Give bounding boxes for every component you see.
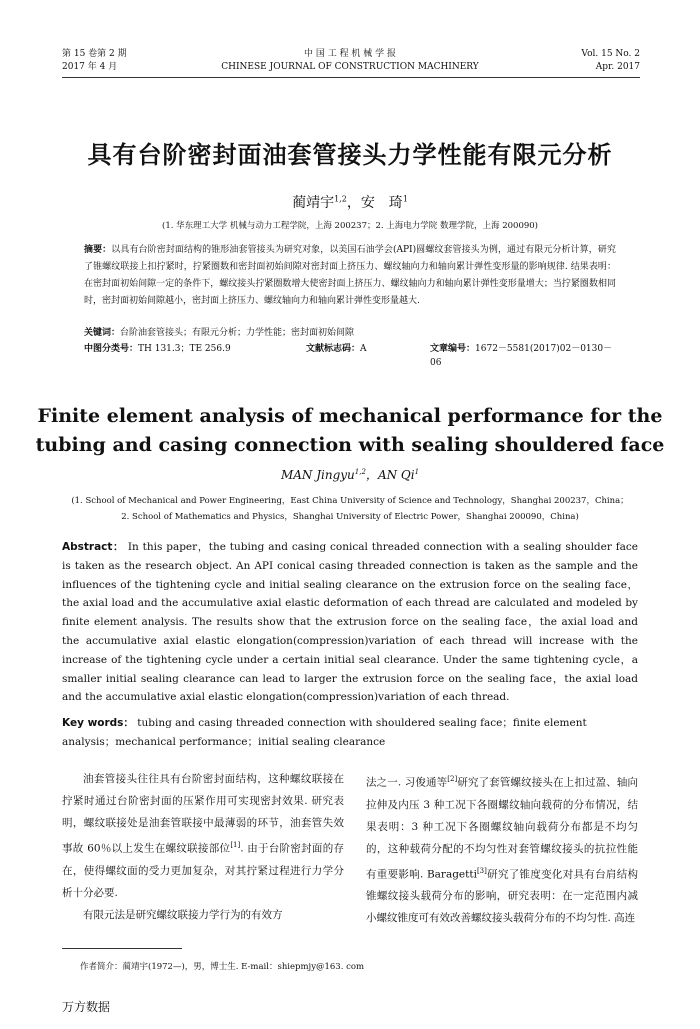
footnote-divider bbox=[62, 948, 182, 949]
journal-name-cn: 中 国 工 程 机 械 学 报 bbox=[303, 49, 397, 59]
article-no-value: 1672－5581(2017)02－0130－06 bbox=[430, 344, 613, 368]
en-author-separator: ， bbox=[365, 468, 378, 482]
en-affiliation-1: (1. School of Mechanical and Power Engineering，East China University of Science and Technology，Shanghai 200237，China； bbox=[71, 496, 629, 506]
volume-issue-en: Vol. 15 No. 2 bbox=[581, 49, 640, 59]
cn-affiliations: (1. 华东理工大学 机械与动力工程学院，上海 200237；2. 上海电力学院 数理学院，上海 200090) bbox=[162, 221, 538, 231]
en-keywords bbox=[62, 714, 638, 752]
en-abstract-label: Abstract： bbox=[62, 541, 124, 553]
doc-code-value: A bbox=[360, 344, 367, 354]
date-cn: 2017 年 4 月 bbox=[62, 62, 118, 72]
en-abstract-text: In this paper，the tubing and casing conical threaded connection with a sealing shoulder face is taken as the research object. An API conical casing threaded connection is taken as the sample and the influences of the tightening cycle and initial sealing clearance on the extrusion force on the sealing face，the axial load and the accumulative axial elastic deformation of each thread are calculated and modeled by finite element analysis. The results show that the extrusion force on the sealing face，the axial load and the accumulative axial elastic elongation(compression)variation of each thread will increase with the increase of the tightening cycle under a certain initial seal clearance. Under the same tightening cycle，a smaller initial sealing clearance can lead to larger the extrusion force on the sealing face，the axial load and the accumulative axial elastic elongation(compression)variation of each thread. bbox=[62, 541, 638, 704]
body-column-left bbox=[62, 768, 344, 926]
en-author-1-affil: 1,2 bbox=[354, 468, 366, 476]
author-footnote: 作者简介：蔺靖宇(1972—)，男，博士生. E-mail：shiepmjy@163. com bbox=[80, 962, 365, 972]
en-author-2-affil: 1 bbox=[414, 468, 420, 476]
body-column-right bbox=[366, 768, 638, 929]
body-text: 法之一. 习俊通等 bbox=[366, 776, 448, 789]
volume-issue-cn: 第 15 卷第 2 期 bbox=[62, 49, 127, 59]
cn-classification bbox=[84, 342, 616, 368]
en-author-1: MAN Jingyu bbox=[280, 468, 355, 482]
cn-abstract-text: 以具有台阶密封面结构的锥形油套管接头为研究对象，以美国石油学会(API)圆螺纹套管接头为例，通过有限元分析计算，研究了锥螺纹联接上扣拧紧时，拧紧圈数和密封面初始间隙对密封面上挤压力、螺纹轴向力和轴向累计弹性变形量的影响规律. 结果表明：在密封面初始间隙一定的条件下，螺纹接头拧紧圈数增大使密封面上挤压力、螺纹轴向力和轴向累计弹性变形量增大；当拧紧圈数相同时，密封面初始间隙越小，密封面上挤压力、螺纹轴向力和轴向累计弹性变形量越大. bbox=[84, 245, 616, 306]
body-paragraph bbox=[366, 768, 638, 929]
watermark: 万方数据 bbox=[62, 1000, 111, 1014]
en-affiliations bbox=[0, 493, 700, 525]
body-paragraph bbox=[62, 768, 344, 904]
citation-ref[interactable]: [2] bbox=[447, 775, 458, 783]
body-text: 研究了套管螺纹接头在上扣过盈、轴向拉伸及内压 3 种工况下各圈螺纹轴向载荷的分布情况，结果表明：3 种工况下各圈螺纹轴向载荷分布都是不均匀的，这种载荷分配的不均匀性对套管螺纹接头的抗拉性能有重要影响. Baragetti bbox=[366, 776, 638, 880]
en-keywords-text: tubing and casing threaded connection with shouldered sealing face；finite element analysis；mechanical performance；initial sealing clearance bbox=[62, 717, 587, 748]
body-text: 油套管接头往往具有台阶密封面结构，这种螺纹联接在拧紧时通过台阶密封面的压紧作用可实现密封效果. 研究表明，螺纹联接处是油套管联接中最薄弱的环节，油套管失效事故 60％以上发生在螺纹联接部位 bbox=[62, 773, 344, 855]
cn-author-2-affil: 1 bbox=[402, 194, 408, 204]
clc-value: TH 131.3；TE 256.9 bbox=[138, 344, 231, 354]
journal-name-en: CHINESE JOURNAL OF CONSTRUCTION MACHINERY bbox=[221, 62, 479, 72]
cn-author-2: 安 琦 bbox=[360, 195, 403, 211]
header-divider bbox=[62, 77, 640, 78]
en-authors bbox=[0, 466, 700, 483]
cn-author-separator: ， bbox=[346, 195, 361, 211]
clc-label: 中图分类号： bbox=[84, 344, 139, 354]
en-title-line-2: tubing and casing connection with sealing shouldered face bbox=[35, 434, 665, 456]
en-title-line-1: Finite element analysis of mechanical performance for the bbox=[37, 405, 663, 427]
body-text: . 由于台阶密封面的存在，使得螺纹面的受力更加复杂，对其拧紧过程进行力学分析十分必要. bbox=[62, 842, 344, 899]
en-title bbox=[0, 402, 700, 460]
article-no-label: 文章编号： bbox=[430, 344, 476, 354]
journal-volume-info bbox=[581, 48, 640, 74]
cn-abstract bbox=[84, 242, 616, 310]
cn-keywords bbox=[84, 326, 616, 340]
doc-code-label: 文献标志码： bbox=[306, 344, 361, 354]
en-affiliation-2: 2. School of Mathematics and Physics，Shanghai University of Electric Power，Shanghai 200090，China) bbox=[121, 512, 579, 522]
cn-title: 具有台阶密封面油套管接头力学性能有限元分析 bbox=[87, 141, 613, 169]
en-keywords-label: Key words： bbox=[62, 717, 134, 729]
en-abstract bbox=[62, 538, 638, 707]
body-paragraph: 有限元法是研究螺纹联接力学行为的有效方 bbox=[83, 908, 283, 921]
cn-author-1: 蔺靖宇 bbox=[292, 195, 335, 211]
date-en: Apr. 2017 bbox=[595, 62, 640, 72]
cn-keywords-label: 关键词： bbox=[84, 328, 121, 338]
cn-authors bbox=[0, 192, 700, 212]
en-author-2: AN Qi bbox=[377, 468, 415, 482]
body-text: 研究了锥度变化对具有台肩结构锥螺纹接头载荷分布的影响，研究表明：在一定范围内减小螺纹锥度可有效改善螺纹接头载荷分布的不均匀性. 高连 bbox=[366, 868, 638, 924]
cn-abstract-label: 摘要： bbox=[84, 245, 112, 255]
cn-author-1-affil: 1,2 bbox=[334, 194, 347, 204]
cn-keywords-text: 台阶油套管接头；有限元分析；力学性能；密封面初始间隙 bbox=[120, 328, 355, 338]
citation-ref[interactable]: [1] bbox=[230, 841, 241, 849]
citation-ref[interactable]: [3] bbox=[476, 866, 487, 875]
